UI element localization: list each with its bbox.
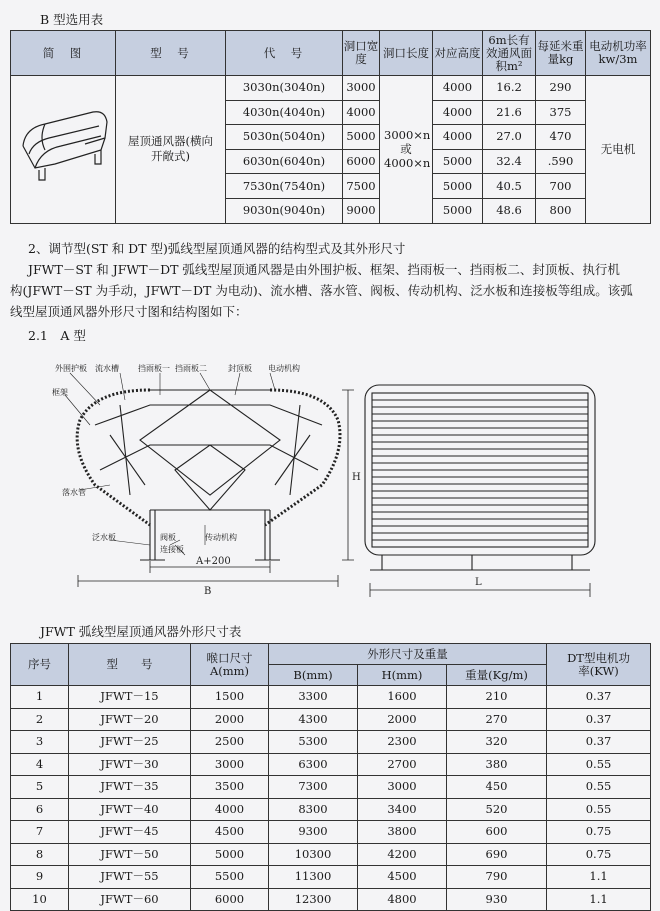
code-cell: 7530n(7540n) xyxy=(226,174,343,199)
label-rain-plate-1: 挡雨板一 xyxy=(138,364,170,373)
cell-p: 1.1 xyxy=(547,888,651,911)
cell-model: JFWT－55 xyxy=(69,866,191,889)
cell-model: JFWT－45 xyxy=(69,821,191,844)
selection-table xyxy=(10,30,651,224)
model-name: 屋顶通风器(横向开敞式) xyxy=(128,134,213,164)
cell-no: 7 xyxy=(11,821,69,844)
th-model: 型 号 xyxy=(69,644,191,686)
code-cell: 6030n(6040n) xyxy=(226,149,343,174)
cell-w: 380 xyxy=(447,753,547,776)
weight-cell: .590 xyxy=(536,149,586,174)
area-cell: 32.4 xyxy=(483,149,536,174)
cell-a: 3500 xyxy=(191,776,269,799)
table-row xyxy=(11,798,651,821)
area-cell: 16.2 xyxy=(483,76,536,101)
width-cell: 4000 xyxy=(343,100,380,125)
cell-b: 11300 xyxy=(269,866,358,889)
label-frame: 框架 xyxy=(52,388,68,397)
cell-no: 1 xyxy=(11,686,69,709)
height-cell: 5000 xyxy=(433,198,483,223)
label-connector: 连接板 xyxy=(160,545,184,554)
label-rain-plate-2: 挡雨板二 xyxy=(175,364,207,373)
cell-b: 4300 xyxy=(269,708,358,731)
cell-p: 0.55 xyxy=(547,753,651,776)
weight-cell: 290 xyxy=(536,76,586,101)
code-cell: 4030n(4040n) xyxy=(226,100,343,125)
width-cell: 6000 xyxy=(343,149,380,174)
table1-caption: B 型选用表 xyxy=(40,12,104,27)
cell-no: 4 xyxy=(11,753,69,776)
cell-h: 2000 xyxy=(358,708,447,731)
weight-cell: 375 xyxy=(536,100,586,125)
cell-model: JFWT－50 xyxy=(69,843,191,866)
cell-model: JFWT－40 xyxy=(69,798,191,821)
cell-w: 930 xyxy=(447,888,547,911)
cell-a: 4500 xyxy=(191,821,269,844)
paragraph-line-1: JFWT－ST 和 JFWT－DT 弧线型屋顶通风器是由外围护板、框架、挡雨板一、挡雨板二、封顶板、执行机 xyxy=(28,262,620,277)
code-cell: 3030n(3040n) xyxy=(226,76,343,101)
dim-b: B xyxy=(204,586,212,597)
cell-p: 0.37 xyxy=(547,686,651,709)
cell-h: 2700 xyxy=(358,753,447,776)
cell-w: 600 xyxy=(447,821,547,844)
weight-cell: 800 xyxy=(536,198,586,223)
code-cell: 5030n(5040n) xyxy=(226,125,343,150)
th-throat-text: 喉口尺寸 A(mm) xyxy=(206,650,253,678)
height-cell: 4000 xyxy=(433,100,483,125)
weight-cell: 470 xyxy=(536,125,586,150)
length-cell xyxy=(380,76,433,224)
cross-section-view xyxy=(65,373,354,587)
th-model: 型 号 xyxy=(116,31,226,76)
th-throat xyxy=(191,644,269,686)
cell-a: 6000 xyxy=(191,888,269,911)
label-outer-panel: 外围护板 xyxy=(55,364,87,373)
area-cell: 27.0 xyxy=(483,125,536,150)
cell-no: 9 xyxy=(11,866,69,889)
th-power xyxy=(547,644,651,686)
cell-no: 6 xyxy=(11,798,69,821)
cell-p: 1.1 xyxy=(547,866,651,889)
th-weight: 重量(Kg/m) xyxy=(447,665,547,686)
th-b: B(mm) xyxy=(269,665,358,686)
cell-model: JFWT－25 xyxy=(69,731,191,754)
table-row xyxy=(11,776,651,799)
label-roof-plate: 封顶板 xyxy=(228,364,252,373)
height-cell: 4000 xyxy=(433,76,483,101)
th-power-text: DT型电机功率(KW) xyxy=(567,650,630,678)
label-drive: 传动机构 xyxy=(205,533,237,542)
code-cell: 9030n(9040n) xyxy=(226,198,343,223)
cell-a: 2000 xyxy=(191,708,269,731)
cell-a: 3000 xyxy=(191,753,269,776)
cell-p: 0.75 xyxy=(547,843,651,866)
cell-a: 4000 xyxy=(191,798,269,821)
table-row xyxy=(11,821,651,844)
ventilator-drawings xyxy=(0,345,660,610)
model-name-cell xyxy=(116,76,226,224)
cell-b: 3300 xyxy=(269,686,358,709)
th-code: 代 号 xyxy=(226,31,343,76)
motor-cell: 无电机 xyxy=(586,76,651,224)
sub-heading: 2.1 A 型 xyxy=(28,328,86,343)
cell-a: 1500 xyxy=(191,686,269,709)
cell-w: 270 xyxy=(447,708,547,731)
cell-b: 10300 xyxy=(269,843,358,866)
paragraph-line-2: 构(JFWT－ST 为手动，JFWT－DT 为电动)、流水槽、落水管、阀板、传动机构、泛水板和连接板等组成。该弧 xyxy=(10,283,633,298)
table-row xyxy=(11,753,651,776)
height-cell: 4000 xyxy=(433,125,483,150)
cell-a: 2500 xyxy=(191,731,269,754)
paragraph-line-3: 线型屋顶通风器外形尺寸图和结构图如下： xyxy=(10,304,248,319)
table-row xyxy=(11,731,651,754)
cell-h: 4500 xyxy=(358,866,447,889)
cell-model: JFWT－35 xyxy=(69,776,191,799)
label-valve: 阀板 xyxy=(160,533,176,542)
cell-a: 5500 xyxy=(191,866,269,889)
cell-h: 1600 xyxy=(358,686,447,709)
section-heading: 2、调节型(ST 和 DT 型)弧线型屋顶通风器的结构型式及其外形尺寸 xyxy=(28,241,406,256)
label-gutter: 流水槽 xyxy=(95,364,119,373)
width-cell: 9000 xyxy=(343,198,380,223)
table-row xyxy=(11,708,651,731)
dim-a200: A+200 xyxy=(196,556,231,567)
cell-model: JFWT－30 xyxy=(69,753,191,776)
cell-b: 7300 xyxy=(269,776,358,799)
table-row xyxy=(11,866,651,889)
width-cell: 7500 xyxy=(343,174,380,199)
height-cell: 5000 xyxy=(433,149,483,174)
dimension-table xyxy=(10,643,651,911)
width-cell: 5000 xyxy=(343,125,380,150)
cell-model: JFWT－60 xyxy=(69,888,191,911)
table-row xyxy=(11,888,651,911)
th-width: 洞口宽度 xyxy=(343,31,380,76)
th-no: 序号 xyxy=(11,644,69,686)
th-length: 洞口长度 xyxy=(380,31,433,76)
cell-no: 10 xyxy=(11,888,69,911)
cell-p: 0.75 xyxy=(547,821,651,844)
th-weight: 每延米重量kg xyxy=(536,31,586,76)
cell-b: 5300 xyxy=(269,731,358,754)
cell-h: 4800 xyxy=(358,888,447,911)
cell-no: 5 xyxy=(11,776,69,799)
cell-model: JFWT－20 xyxy=(69,708,191,731)
th-h: H(mm) xyxy=(358,665,447,686)
cell-p: 0.55 xyxy=(547,776,651,799)
cell-w: 320 xyxy=(447,731,547,754)
area-cell: 40.5 xyxy=(483,174,536,199)
cell-w: 520 xyxy=(447,798,547,821)
height-cell: 5000 xyxy=(433,174,483,199)
table-row xyxy=(11,843,651,866)
cell-w: 450 xyxy=(447,776,547,799)
label-flashing: 泛水板 xyxy=(92,533,116,542)
weight-cell: 700 xyxy=(536,174,586,199)
area-cell: 48.6 xyxy=(483,198,536,223)
cell-no: 3 xyxy=(11,731,69,754)
cell-no: 8 xyxy=(11,843,69,866)
th-diagram: 简 图 xyxy=(11,31,116,76)
cell-h: 3000 xyxy=(358,776,447,799)
cell-p: 0.37 xyxy=(547,731,651,754)
side-elevation-view xyxy=(365,385,595,597)
width-cell: 3000 xyxy=(343,76,380,101)
cell-h: 3400 xyxy=(358,798,447,821)
th-group: 外形尺寸及重量 xyxy=(269,644,547,665)
cell-b: 6300 xyxy=(269,753,358,776)
cell-b: 12300 xyxy=(269,888,358,911)
dim-h: H xyxy=(352,472,361,483)
label-motor-mech: 电动机构 xyxy=(268,364,300,373)
cell-no: 2 xyxy=(11,708,69,731)
area-cell: 21.6 xyxy=(483,100,536,125)
table2-caption: JFWT 弧线型屋顶通风器外形尺寸表 xyxy=(40,624,242,639)
cell-w: 210 xyxy=(447,686,547,709)
cell-model: JFWT－15 xyxy=(69,686,191,709)
table-row xyxy=(11,686,651,709)
cell-b: 8300 xyxy=(269,798,358,821)
length-text: 3000×n 或 4000×n xyxy=(384,128,431,171)
ventilator-sketch-icon xyxy=(15,98,111,198)
cell-p: 0.55 xyxy=(547,798,651,821)
cell-b: 9300 xyxy=(269,821,358,844)
cell-h: 4200 xyxy=(358,843,447,866)
th-area: 6m长有效通风面积m² xyxy=(483,31,536,76)
cell-h: 3800 xyxy=(358,821,447,844)
cell-w: 790 xyxy=(447,866,547,889)
cell-h: 2300 xyxy=(358,731,447,754)
dim-l: L xyxy=(475,577,482,588)
th-height: 对应高度 xyxy=(433,31,483,76)
cell-a: 5000 xyxy=(191,843,269,866)
cell-w: 690 xyxy=(447,843,547,866)
label-downpipe: 落水管 xyxy=(62,488,86,497)
th-motor: 电动机功率kw/3m xyxy=(586,31,651,76)
cell-p: 0.37 xyxy=(547,708,651,731)
ventilator-thumbnail xyxy=(11,76,116,224)
